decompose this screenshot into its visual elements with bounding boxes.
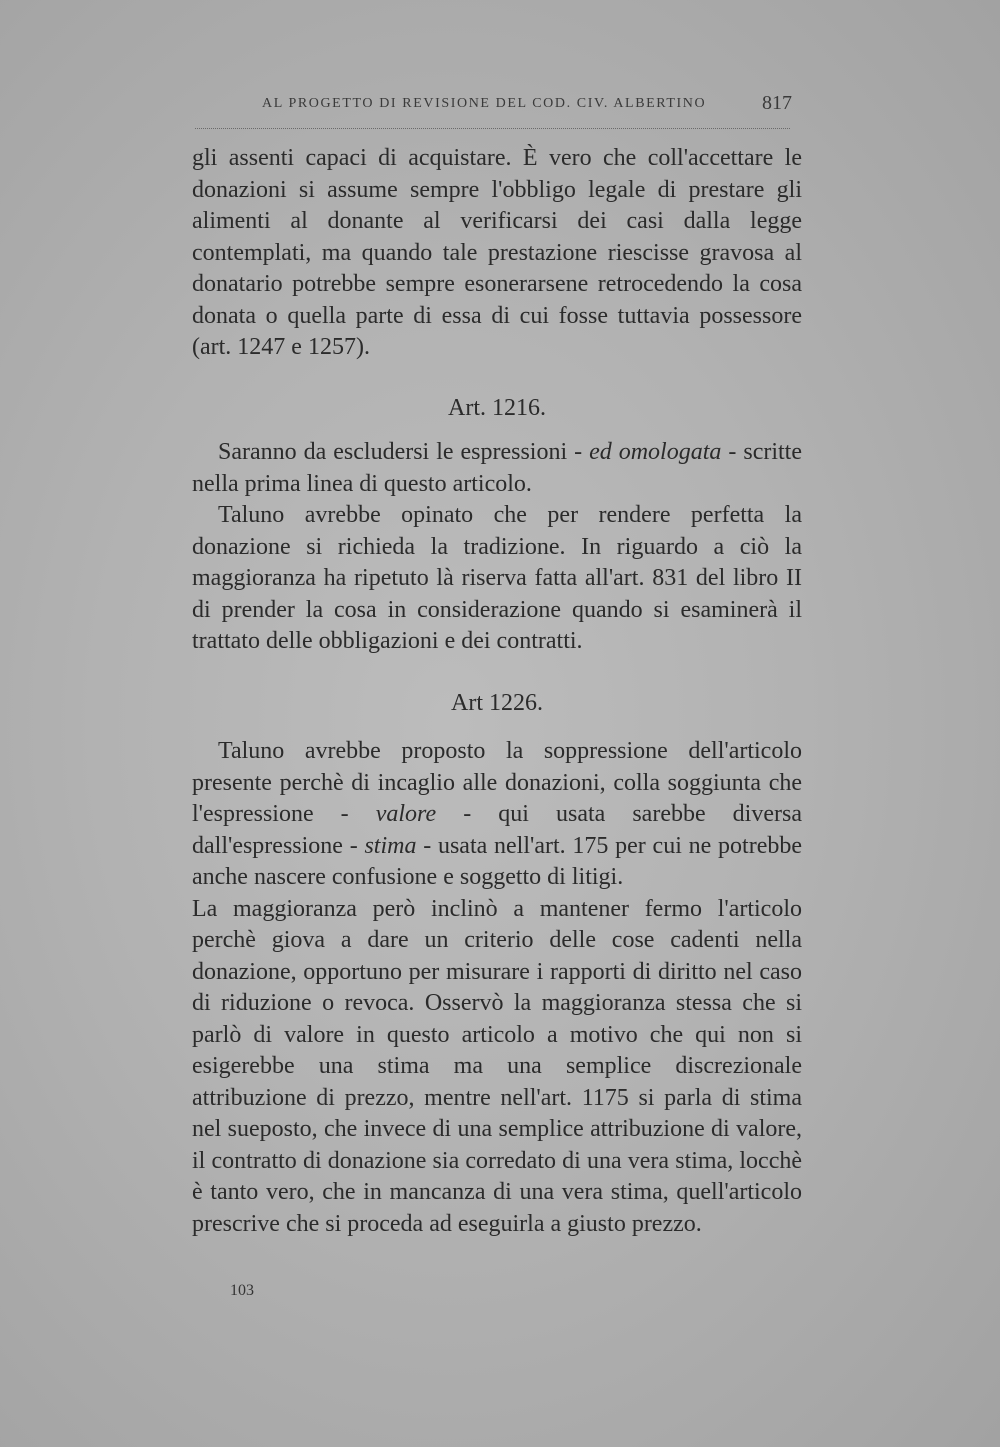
article-1226-p1-part-2: - qui usata sarebbe diversa dall'espressione -: [192, 801, 802, 859]
article-1216-p1-text-after: - scritte nella prima linea di questo articolo.: [192, 439, 802, 497]
article-1226-p1-part-1: Taluno avrebbe proposto la soppressione dell'articolo presente perchè di incaglio alle donazioni, colla soggiunta che l'espressione -: [192, 738, 802, 827]
article-1226-p1-italic-valore: valore: [375, 801, 437, 827]
article-1216-p1-italic-term: ed omologata: [589, 439, 722, 465]
article-1226-p1-italic-stima: stima: [364, 832, 417, 859]
article-1226-paragraph-2: La maggioranza però inclinò a mantener fermo l'articolo perchè giova a dare un criterio delle cose cadenti nella donazione, opportuno per misurare i rapporti di diritto nel caso di riduzione o revoca. Osservò la maggioranza stessa che si parlò di valore in questo articolo a motivo che qui non si esigerebbe una stima ma una semplice discrezionale attribuzione di prezzo, mentre nell'art. 1175 si parla di stima nel sueposto, che invece di una semplice attribuzione di valore, il contratto di donazione sia corredato di una vera stima, locchè è tanto vero, che in mancanza di una vera stima, quell'articolo prescrive che si proceda ad eseguirla a giusto prezzo.: [192, 895, 802, 1237]
opening-paragraph: gli assenti capaci di acquistare. È vero che coll'accettare le donazioni si assume sempre l'obbligo legale di prestare gli alimenti al donante al verificarsi dei casi dalla legge contemplati, ma quando tale prestazione riescisse gravosa al donatario potrebbe sempre esonerarsene retrocedendo la cosa donata o quella parte di essa di cui fosse tuttavia possessore (art. 1247 e 1257).: [192, 145, 802, 360]
article-1216-p1-text-before: Saranno da escludersi le espressioni -: [218, 439, 590, 465]
article-1216-heading: Art. 1216.: [448, 395, 546, 421]
running-head-title: AL PROGETTO DI REVISIONE DEL COD. CIV. ALBERTINO: [262, 96, 707, 111]
article-1226-paragraph-1: [192, 736, 802, 894]
opening-paragraph-block: [192, 143, 802, 364]
article-1226-heading: Art 1226.: [451, 690, 543, 716]
page-number: 817: [762, 92, 792, 114]
header-rule: [195, 128, 790, 129]
article-1226-body: [192, 736, 802, 1240]
article-1216-paragraph-2: Taluno avrebbe opinato che per rendere perfetta la donazione si richieda la tradizione. In riguardo a ciò la maggioranza ha ripetuto là riserva fatta all'art. 831 del libro II di prender la cosa in considerazione quando si esaminerà il trattato delle obbligazioni e dei contratti.: [192, 502, 802, 654]
article-1216-body: [192, 437, 802, 658]
running-head: [262, 92, 792, 114]
signature-mark: 103: [230, 1282, 254, 1299]
article-1226-p1-part-3: - usata nell'art. 175 per cui ne potrebbe anche nascere confusione e soggetto di litigi.: [192, 832, 802, 890]
article-1216-paragraph-1: [192, 437, 802, 500]
